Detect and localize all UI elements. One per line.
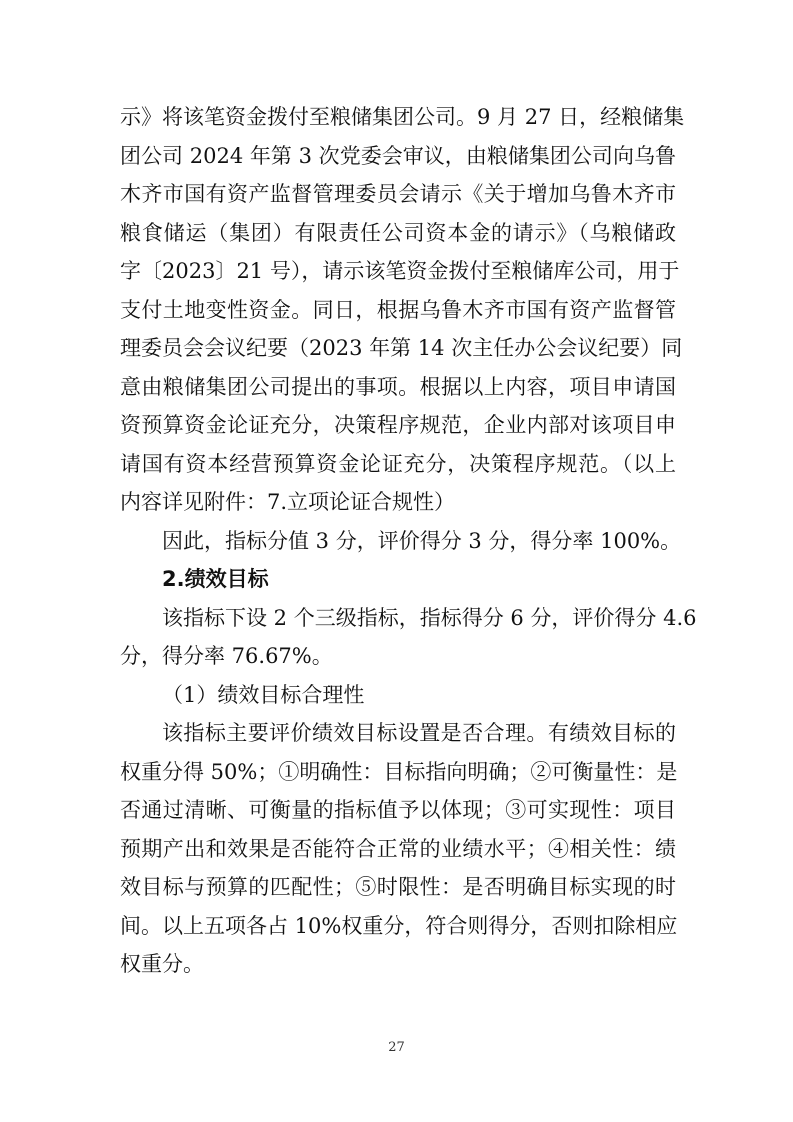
text-line: 意由粮储集团公司提出的事项。根据以上内容，项目申请国	[120, 375, 676, 399]
text-line: 资预算资金论证充分，决策程序规范，企业内部对该项目申	[120, 413, 676, 437]
text-line: 内容详见附件：7.立项论证合规性）	[120, 490, 456, 514]
text-line: 效目标与预算的匹配性；⑤时限性：是否明确目标实现的时	[120, 875, 676, 899]
text-line: 否通过清晰、可衡量的指标值予以体现；③可实现性：项目	[120, 798, 676, 822]
text-line: 预期产出和效果是否能符合正常的业绩水平；④相关性：绩	[120, 837, 676, 861]
text-line: 该指标下设 2 个三级指标，指标得分 6 分，评价得分 4.6	[162, 606, 697, 630]
text-line: 该指标主要评价绩效目标设置是否合理。有绩效目标的	[162, 721, 676, 745]
text-line: 请国有资本经营预算资金论证充分，决策程序规范。（以上	[120, 452, 676, 476]
text-line: 木齐市国有资产监督管理委员会请示《关于增加乌鲁木齐市	[120, 182, 676, 206]
section-heading: 2.绩效目标	[162, 567, 269, 591]
text-line: 支付土地变性资金。同日，根据乌鲁木齐市国有资产监督管	[120, 298, 676, 322]
text-line: 团公司 2024 年第 3 次党委会审议，由粮储集团公司向乌鲁	[120, 144, 676, 168]
subsection-heading: （1）绩效目标合理性	[162, 683, 365, 707]
text-line: 分，得分率 76.67%。	[120, 644, 333, 668]
text-line: 字〔2023〕21 号），请示该笔资金拨付至粮储库公司，用于	[120, 259, 680, 283]
text-line: 理委员会会议纪要（2023 年第 14 次主任办公会议纪要）同	[120, 336, 683, 360]
text-line: 权重分得 50%；①明确性：目标指向明确；②可衡量性：是	[120, 760, 678, 784]
text-line: 示》将该笔资金拨付至粮储集团公司。9 月 27 日，经粮储集	[120, 105, 685, 129]
page-number: 27	[388, 1040, 405, 1055]
text-line: 粮食储运（集团）有限责任公司资本金的请示》（乌粮储政	[120, 221, 676, 245]
score-summary-paragraph: 因此，指标分值 3 分，评价得分 3 分，得分率 100%。	[162, 529, 682, 553]
text-line: 权重分。	[120, 952, 204, 976]
text-line: 间。以上五项各占 10%权重分，符合则得分，否则扣除相应	[120, 914, 678, 938]
